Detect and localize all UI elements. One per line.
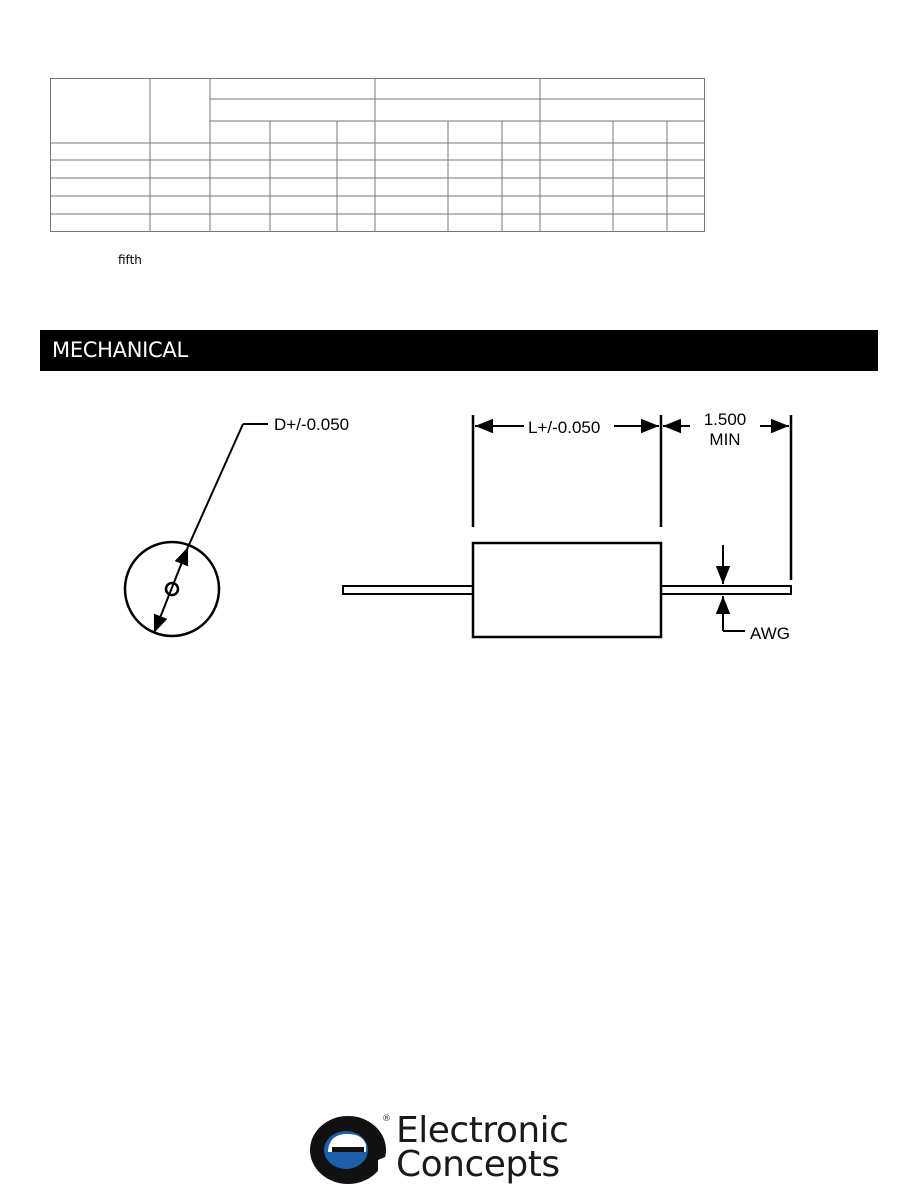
logo-e-icon: [308, 1114, 393, 1186]
lead-min-label: MIN: [709, 430, 741, 449]
registered-mark: ®: [382, 1114, 391, 1124]
capacitor-body: [473, 543, 661, 637]
mechanical-drawing: [0, 395, 918, 650]
diameter-arrow: [154, 547, 188, 633]
logo-line-2: Concepts: [396, 1144, 560, 1185]
right-lead: [661, 586, 791, 594]
table-border: [51, 79, 705, 232]
length-label: L+/-0.050: [528, 418, 601, 437]
diameter-leader: [188, 424, 243, 547]
electronic-concepts-logo: [308, 1112, 608, 1188]
logo-wordmark: [396, 1110, 569, 1185]
section-header-mechanical: MECHANICAL: [40, 330, 878, 371]
spec-table: [50, 78, 705, 232]
logo-line-1: Electronic: [396, 1110, 569, 1151]
diameter-label: D+/-0.050: [274, 415, 350, 434]
awg-label: AWG: [750, 624, 790, 643]
lead-length-label: 1.500: [703, 410, 747, 429]
footnote: fifth: [118, 253, 142, 267]
left-lead: [343, 586, 473, 594]
